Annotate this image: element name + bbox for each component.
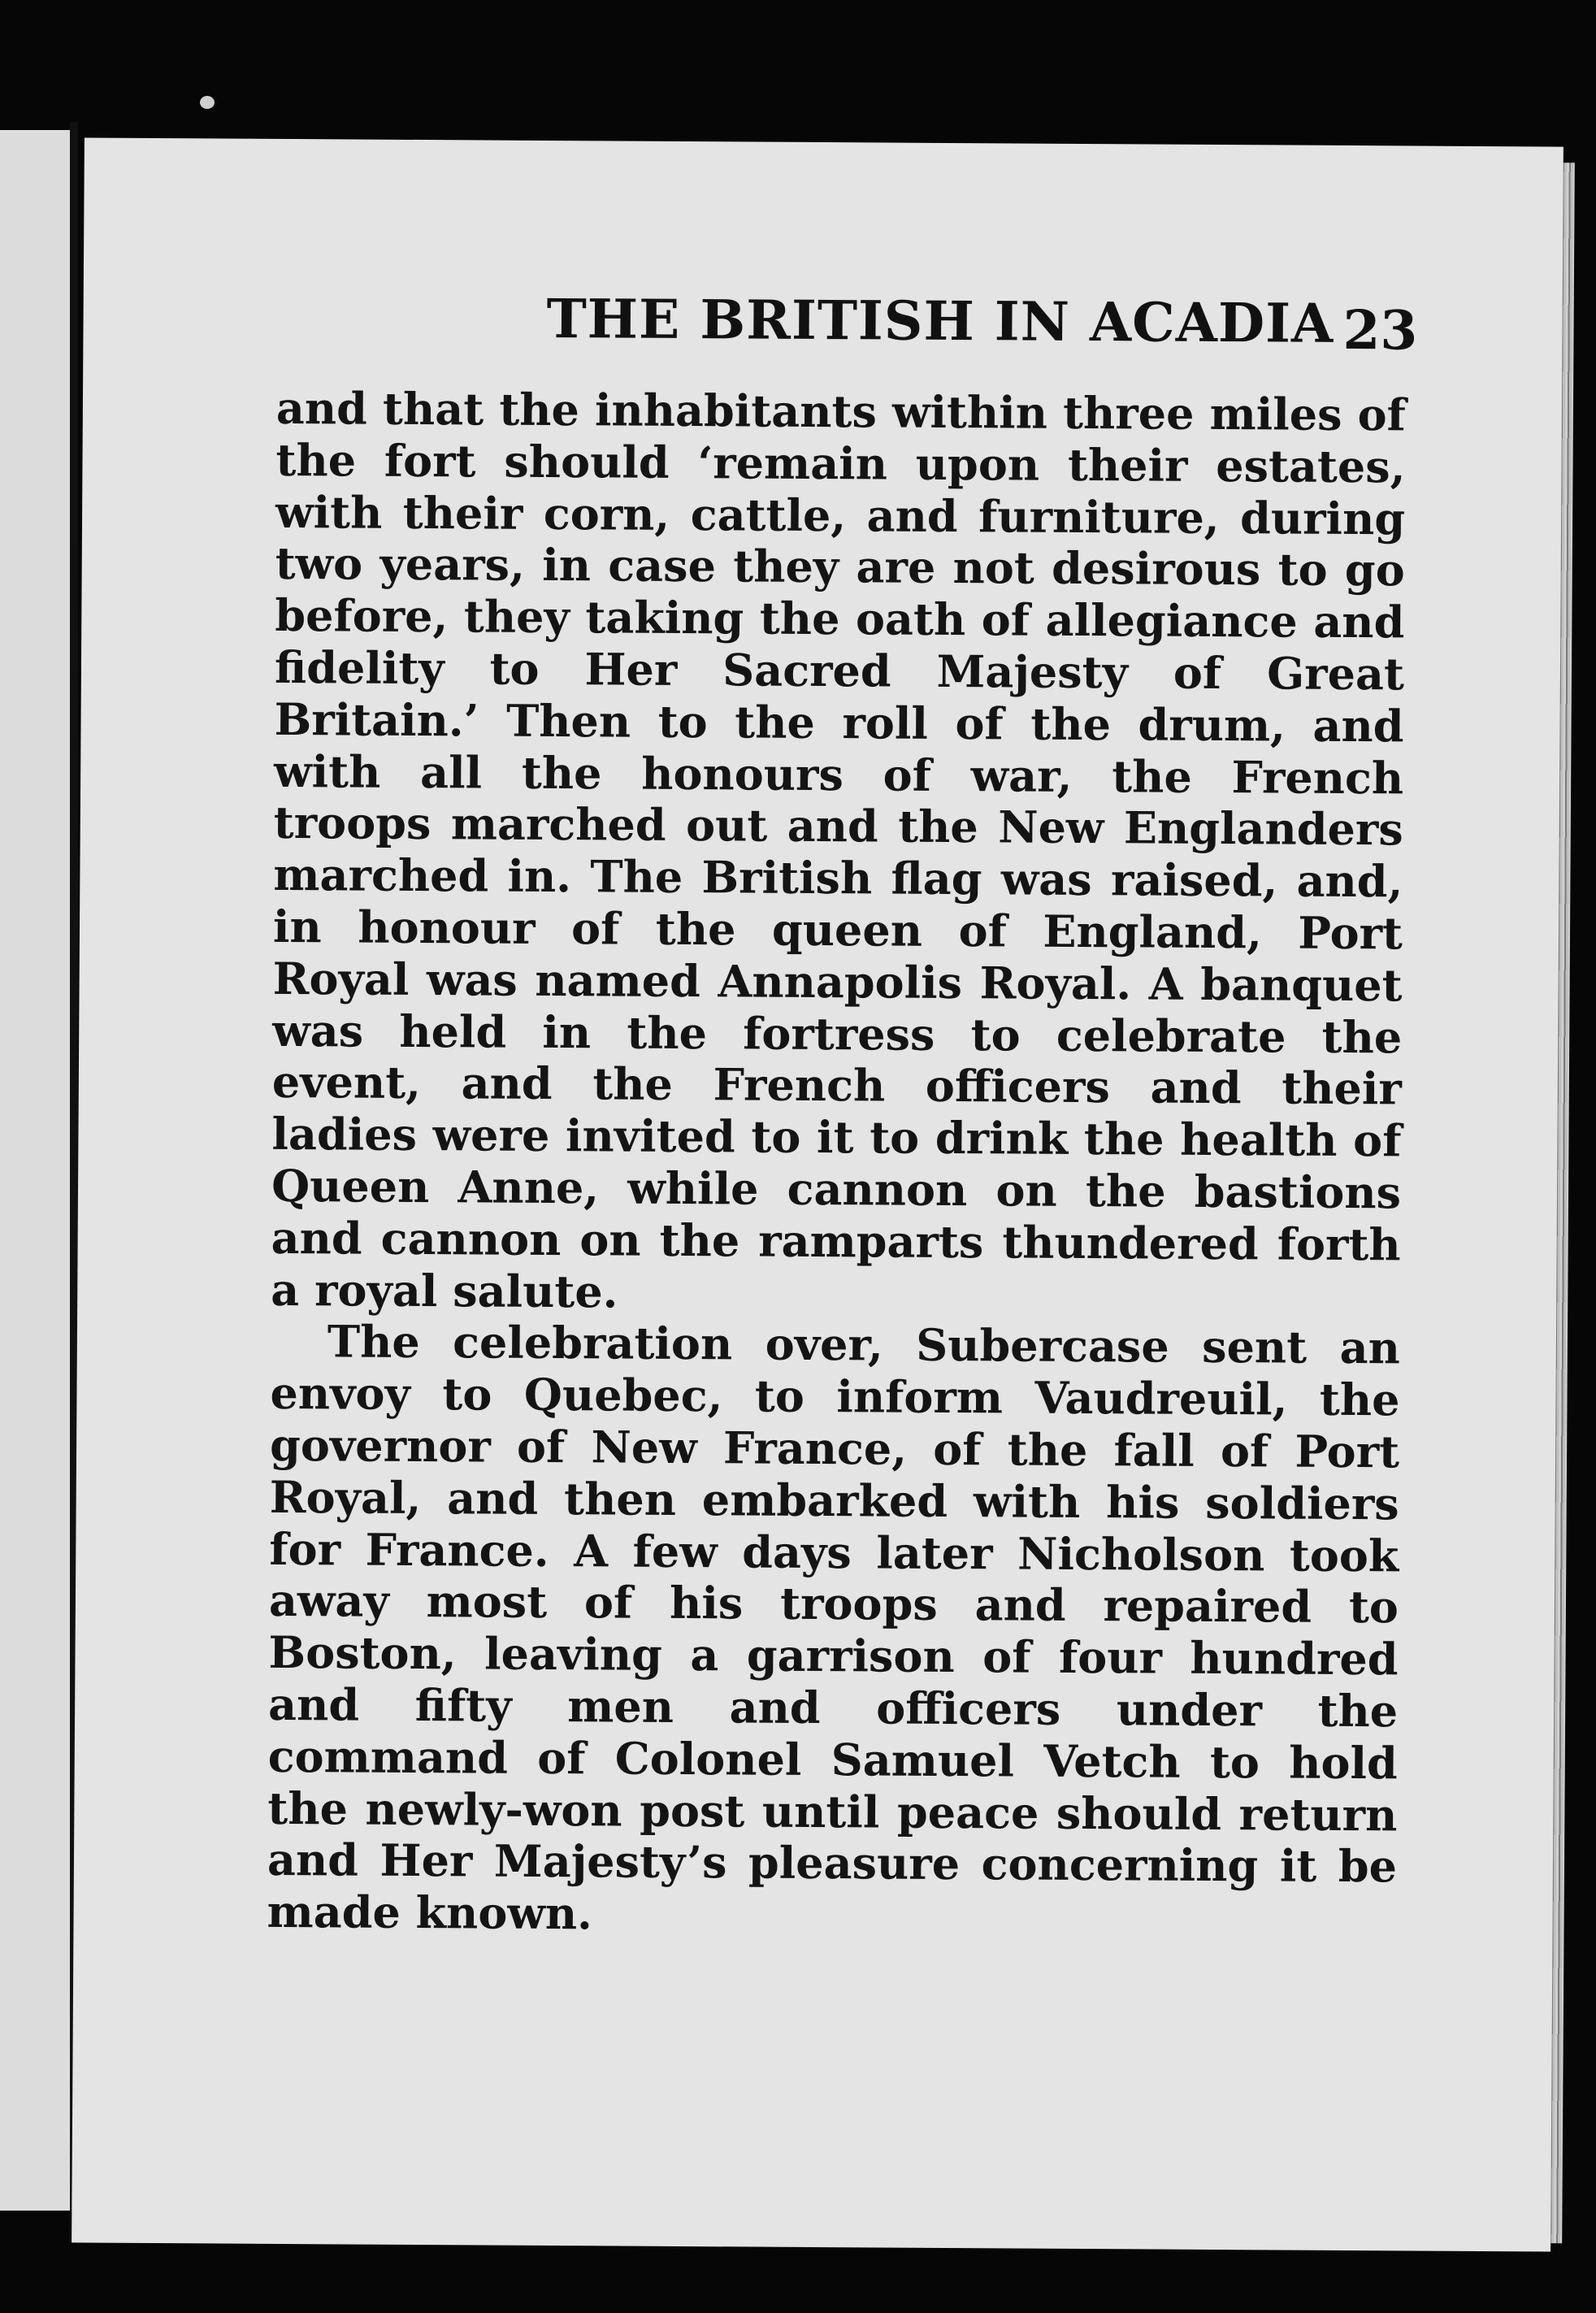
dust-speck xyxy=(200,96,215,109)
page-number: 23 xyxy=(1342,297,1418,362)
book-page xyxy=(72,137,1563,2251)
paragraph-1: and that the inhabitants within three miles of the fort should ‘remain upon their estates, with their corn, cattle, and furniture, during two years, in case they are not desirous to go before, they taking the oath of allegiance and fidelity to Her Sacred Majesty of Great Britain.’ Then to the roll of the drum, and with all the honours of war, the French troops marched out and the New Englanders marched in. The British flag was raised, and, in honour of the queen of England, Port Royal was named Annapolis Royal. A banquet was held in the fortress to celebrate the event, and the French officers and their ladies were invited to it to drink the health of Queen Anne, while cannon on the bastions and cannon on the ramparts thundered forth a royal salute. xyxy=(271,381,1407,1318)
paragraph-2: The celebration over, Subercase sent an envoy to Quebec, to inform Vaudreuil, the governor of New France, of the fall of Port Royal, and then embarked with his soldiers for France. A few days later Nicholson took away most of his troops and repaired to Boston, leaving a garrison of four hundred and fifty men and officers under the command of Colonel Samuel Vetch to hold the newly-won post until peace should return and Her Majesty’s pleasure concerning it be made known. xyxy=(267,1315,1401,1940)
left-page-edge xyxy=(0,130,72,2211)
running-header xyxy=(295,285,1418,362)
page-body xyxy=(267,383,1406,1945)
running-title: THE BRITISH IN ACADIA xyxy=(546,286,1334,355)
